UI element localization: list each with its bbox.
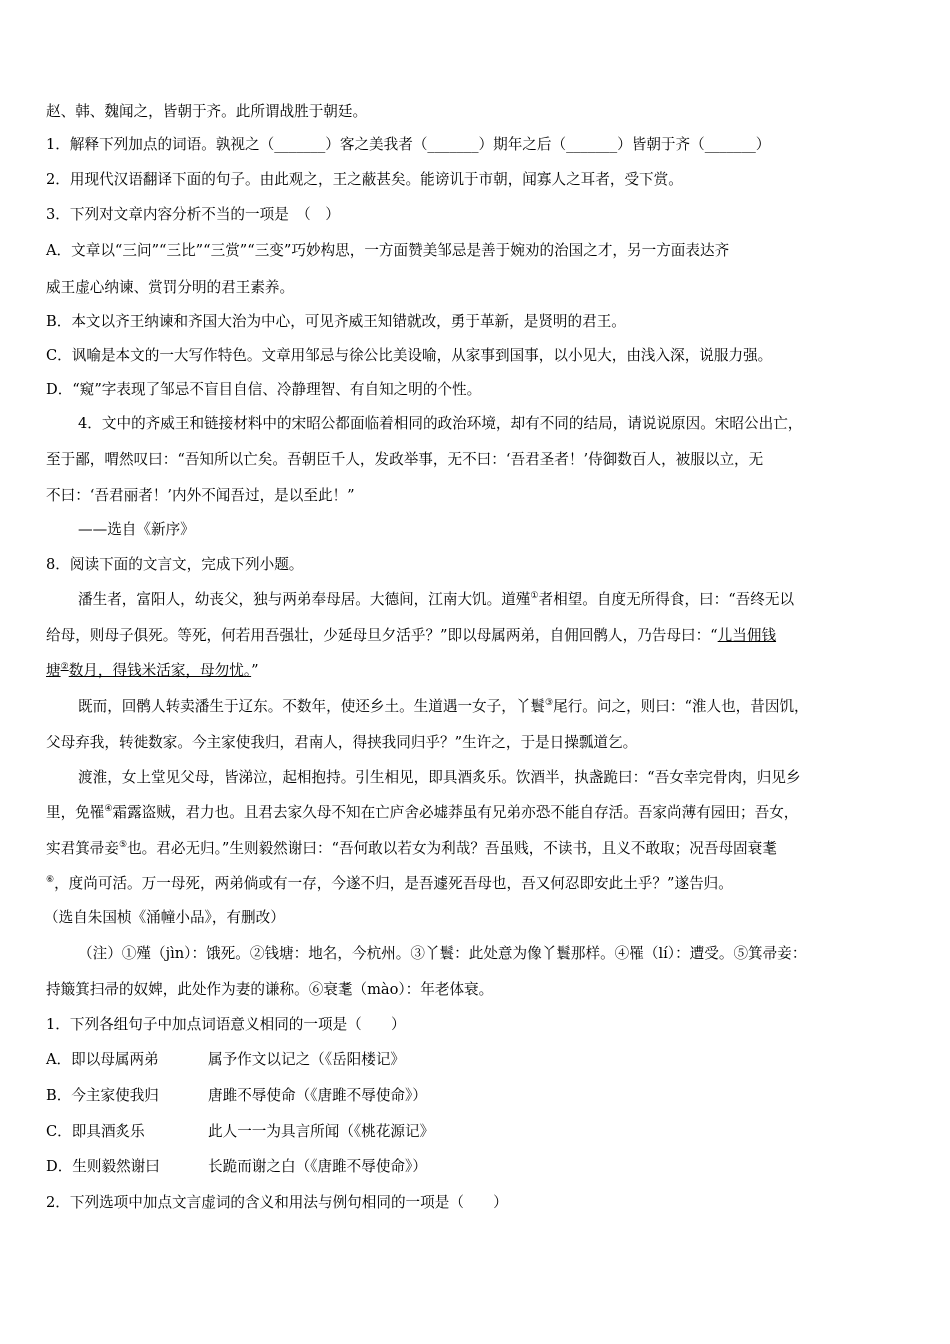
passage-p1-line1: 潘生者，富阳人，幼丧父，独与两弟奉母居。大德间，江南大饥。道殣①者相望。自度无所得食，曰：“吾终无以 bbox=[78, 591, 795, 608]
annotations-line1: （注）①殣（jìn）：饿死。②钱塘：地名，今杭州。③丫鬟：此处意为像丫鬟那样。④罹（lí）：遭受。⑤箕帚妾： bbox=[78, 945, 807, 962]
passage-p1-line2: 给母，则母子俱死。等死，何若用吾强壮，少延母旦夕活乎？”即以母属两弟，自佣回鹘人，乃告母曰：“儿当佣钱 bbox=[46, 627, 777, 644]
choice-b: B．今主家使我归 唐雎不辱使命（《唐雎不辱使命》） bbox=[46, 1087, 427, 1104]
footnote-marker: ④ bbox=[104, 804, 113, 815]
question-3: 3．下列对文章内容分析不当的一项是 （ ） bbox=[46, 206, 340, 223]
passage-source: （选自朱国桢《涌幢小品》，有删改） bbox=[44, 909, 285, 926]
choice-d: D．生则毅然谢曰 长跪而谢之白（《唐雎不辱使命》） bbox=[46, 1158, 427, 1175]
option-c: C．讽喻是本文的一大写作特色。文章用邹忌与徐公比美设喻，从家事到国事，以小见大，由浅入深，说服力强。 bbox=[46, 347, 773, 364]
choice-a: A．即以母属两弟 属予作文以记之（《岳阳楼记》 bbox=[46, 1051, 406, 1068]
passage-p3-line4: ⑥，度尚可活。万一母死，两弟倘或有一存，今遂不归，是吾遽死吾母也，吾又何忍即安此土乎？”遂告归。 bbox=[46, 875, 733, 892]
footnote-marker: ③ bbox=[545, 698, 554, 709]
question-2: 2．用现代汉语翻译下面的句子。由此观之，王之蔽甚矣。能谤讥于市朝，闻寡人之耳者，受下赏。 bbox=[46, 171, 683, 188]
option-a-line2: 威王虚心纳谏、赏罚分明的君王素养。 bbox=[46, 279, 295, 296]
underlined-sentence: 数月，得钱米活家，母勿忧。 bbox=[68, 662, 252, 679]
passage-p2-line1: 既而，回鹘人转卖潘生于辽东。不数年，使还乡土。生道遇一女子，丫鬟③尾行。问之，则曰：“淮人也，昔因饥， bbox=[78, 698, 809, 715]
footnote-marker: ① bbox=[530, 591, 539, 602]
question-4-line3: 不曰：‘吾君丽者！’内外不闻吾过，是以至此！” bbox=[46, 487, 355, 504]
option-b: B．本文以齐王纳谏和齐国大治为中心，可见齐威王知错就改，勇于革新，是贤明的君王。 bbox=[46, 313, 626, 330]
passage-p3-line3: 实君箕帚妾⑤也。君必无归。”生则毅然谢曰：“吾何敢以若女为利哉？吾虽贱，不读书，且义不敢取；况吾母固衰耄 bbox=[46, 840, 777, 857]
option-a-line1: A．文章以“三问”“三比”“三赏”“三变”巧妙构思，一方面赞美邹忌是善于婉劝的治国之才，另一方面表达齐 bbox=[46, 242, 730, 259]
footnote-marker: ⑥ bbox=[46, 875, 55, 886]
sub-question-1: 1．下列各组句子中加点词语意义相同的一项是（ ） bbox=[46, 1016, 406, 1033]
sub-question-2: 2．下列选项中加点文言虚词的含义和用法与例句相同的一项是（ ） bbox=[46, 1194, 508, 1211]
footnote-marker: ② bbox=[60, 662, 69, 673]
question-4-line1: 4．文中的齐威王和链接材料中的宋昭公都面临着相同的政治环境，却有不同的结局，请说说原因。宋昭公出亡， bbox=[78, 415, 803, 432]
passage-p2-line2: 父母弃我，转徙数家。今主家使我归，君南人，得挟我同归乎？”生许之，于是日操瓢道乞。 bbox=[46, 734, 638, 751]
choice-c: C．即具酒炙乐 此人一一为具言所闻（《桃花源记》 bbox=[46, 1123, 435, 1140]
annotations-line2: 持簸箕扫帚的奴婢，此处作为妻的谦称。⑥衰耄（mào）：年老体衰。 bbox=[46, 981, 494, 998]
passage-p3-line2: 里，免罹④霜露盗贼，君力也。且君去家久母不知在亡庐舍必墟莽虽有兄弟亦恐不能自存活。吾家尚薄有园田；吾女， bbox=[46, 804, 799, 821]
passage-title: 8．阅读下面的文言文，完成下列小题。 bbox=[46, 556, 304, 573]
underlined-sentence: 儿当佣钱 bbox=[717, 627, 777, 644]
passage-p1-line3: 塘②数月，得钱米活家，母勿忧。” bbox=[46, 662, 259, 679]
source-citation: ——选自《新序》 bbox=[78, 521, 195, 538]
text-line: 赵、韩、魏闻之，皆朝于齐。此所谓战胜于朝廷。 bbox=[46, 103, 368, 120]
question-4-line2: 至于鄙，喟然叹曰：“吾知所以亡矣。吾朝臣千人，发政举事，无不曰：‘吾君圣者！’侍御数百人，被服以立，无 bbox=[46, 451, 764, 468]
underlined-sentence: 塘 bbox=[46, 662, 61, 679]
footnote-marker: ⑤ bbox=[118, 840, 128, 851]
question-1: 1．解释下列加点的词语。孰视之（_______）客之美我者（_______）期年之后（_______）皆朝于齐（_______） bbox=[46, 136, 771, 153]
option-d: D．“窥”字表现了邹忌不盲目自信、冷静理智、有自知之明的个性。 bbox=[46, 381, 482, 398]
passage-p3-line1: 渡淮，女上堂见父母，皆涕泣，起相抱持。引生相见，即具酒炙乐。饮酒半，执盏跪曰：“吾女幸完骨肉，归见乡 bbox=[78, 769, 801, 786]
